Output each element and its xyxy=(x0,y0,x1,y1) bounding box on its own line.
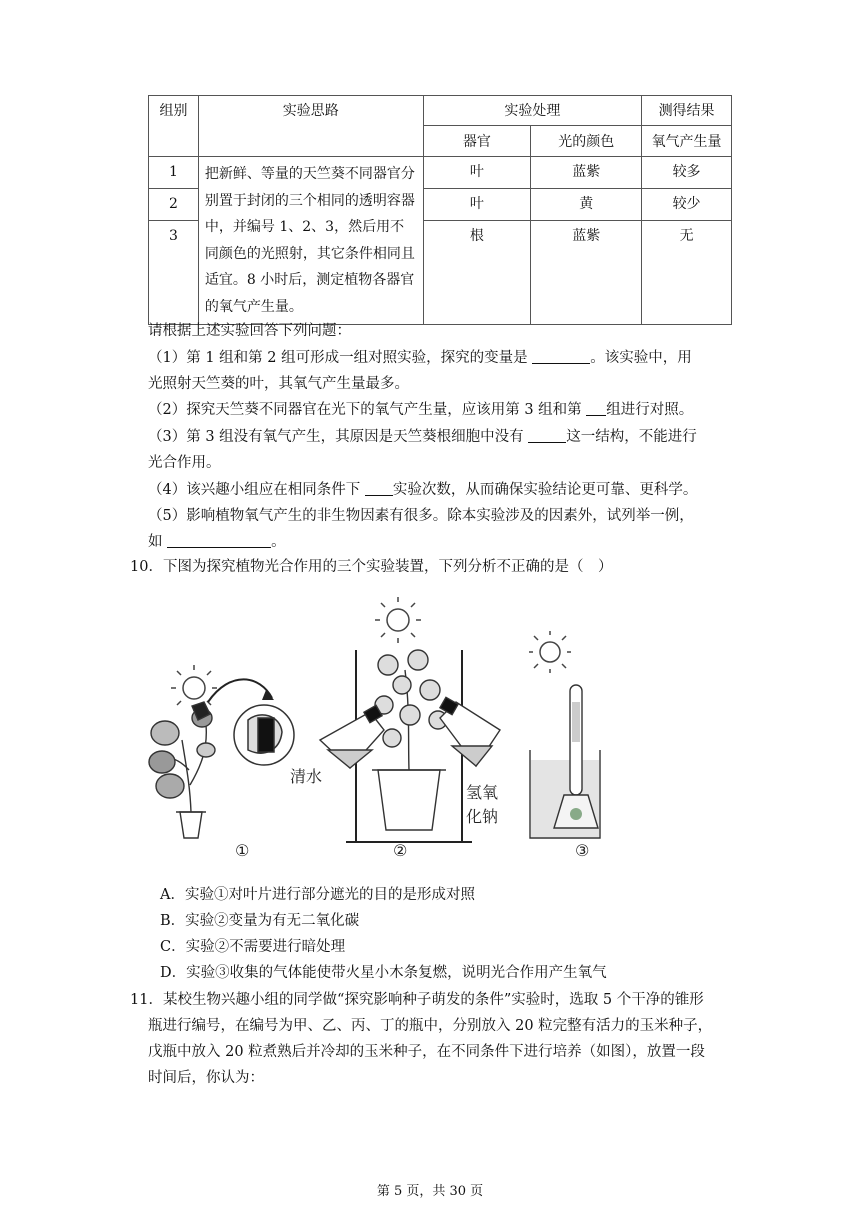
option-c[interactable]: C．实验②不需要进行暗处理 xyxy=(160,939,346,955)
row2-oxygen: 较少 xyxy=(642,189,732,221)
questions-intro: 请根据上述实验回答下列问题： xyxy=(148,323,351,339)
sun-icon-2 xyxy=(375,597,421,643)
answer-blank-3[interactable] xyxy=(528,426,566,443)
question-5-line-1: （5）影响植物氧气产生的非生物因素有很多。除本实验涉及的因素外，试列举一例， xyxy=(148,508,694,524)
flask-left xyxy=(320,705,384,768)
row1-color: 蓝紫 xyxy=(531,157,642,189)
row3-organ: 根 xyxy=(423,221,531,325)
question-5-line-2: 如 。 xyxy=(148,529,286,555)
flask-right xyxy=(440,697,500,766)
answer-blank-2[interactable] xyxy=(586,399,606,416)
beaker-setup xyxy=(530,685,600,838)
question-11-line-1: 11．某校生物兴趣小组的同学做“探究影响种子萌发的条件”实验时，选取 5 个干净的锥形 xyxy=(130,992,704,1008)
experiment-table xyxy=(148,95,732,325)
sun-icon-3 xyxy=(529,631,571,673)
sun-icon-1 xyxy=(171,665,217,711)
figure-number-1: ① xyxy=(235,841,250,860)
option-a[interactable]: A．实验①对叶片进行部分遮光的目的是形成对照 xyxy=(160,887,475,903)
figure-number-2: ② xyxy=(393,841,408,860)
figure-number-3: ③ xyxy=(575,841,590,860)
header-idea: 实验思路 xyxy=(198,96,423,157)
leaf-magnified xyxy=(234,705,294,765)
header-oxygen: 氧气产生量 xyxy=(642,126,732,157)
question-11-line-3: 戊瓶中放入 20 粒煮熟后并冷却的玉米种子，在不同条件下进行培养（如图），放置一段 xyxy=(148,1044,705,1060)
arrow xyxy=(208,679,272,702)
header-group: 组别 xyxy=(149,96,199,157)
question-11-line-2: 瓶进行编号，在编号为甲、乙、丙、丁的瓶中，分别放入 20 粒完整有活力的玉米种子， xyxy=(148,1018,713,1034)
potted-plant-1 xyxy=(149,702,215,838)
row3-group: 3 xyxy=(149,221,199,325)
question-3-line-2: 光合作用。 xyxy=(148,455,221,471)
potted-plant-2 xyxy=(372,650,447,830)
question-3-line-1: （3）第 3 组没有氧气产生，其原因是天竺葵根细胞中没有 这一结构，不能进行 xyxy=(148,424,697,450)
question-1-line-1: （1）第 1 组和第 2 组可形成一组对照实验，探究的变量是 。该实验中，用 xyxy=(148,345,692,371)
row2-color: 黄 xyxy=(531,189,642,221)
experiment-idea-text: 把新鲜、等量的天竺葵不同器官分别置于封闭的三个相同的透明容器中，并编号 1、2、3，然后用不同颜色的光照射，其它条件相同且适宜。8 小时后，测定植物各器官的氧气产生量。 xyxy=(198,157,423,325)
question-2: （2）探究天竺葵不同器官在光下的氧气产生量，应该用第 3 组和第 组进行对照。 xyxy=(148,397,693,423)
question-1-line-2: 光照射天竺葵的叶，其氧气产生量最多。 xyxy=(148,376,409,392)
experiment-figure xyxy=(140,590,630,865)
header-organ: 器官 xyxy=(423,126,531,157)
row3-color: 蓝紫 xyxy=(531,221,642,325)
answer-blank-1[interactable] xyxy=(532,347,590,364)
row1-group: 1 xyxy=(149,157,199,189)
label-water: 清水 xyxy=(290,767,323,786)
option-d[interactable]: D．实验③收集的气体能使带火星小木条复燃，说明光合作用产生氧气 xyxy=(160,965,607,981)
header-treatment: 实验处理 xyxy=(423,96,642,126)
row1-oxygen: 较多 xyxy=(642,157,732,189)
header-light-color: 光的颜色 xyxy=(531,126,642,157)
label-naoh-line2: 化钠 xyxy=(466,807,499,826)
row1-organ: 叶 xyxy=(423,157,531,189)
question-4: （4）该兴趣小组应在相同条件下 实验次数，从而确保实验结论更可靠、更科学。 xyxy=(148,477,697,503)
answer-blank-5[interactable] xyxy=(167,531,271,548)
question-11-line-4: 时间后，你认为： xyxy=(148,1070,264,1086)
row2-organ: 叶 xyxy=(423,189,531,221)
row3-oxygen: 无 xyxy=(642,221,732,325)
option-b[interactable]: B．实验②变量为有无二氧化碳 xyxy=(160,913,360,929)
question-10-stem: 10．下图为探究植物光合作用的三个实验装置，下列分析不正确的是（ ） xyxy=(130,559,613,575)
header-result: 测得结果 xyxy=(642,96,732,126)
label-naoh-line1: 氢氧 xyxy=(466,783,499,802)
answer-blank-4[interactable] xyxy=(365,479,393,496)
row2-group: 2 xyxy=(149,189,199,221)
page-footer: 第 5 页，共 30 页 xyxy=(376,1184,484,1199)
